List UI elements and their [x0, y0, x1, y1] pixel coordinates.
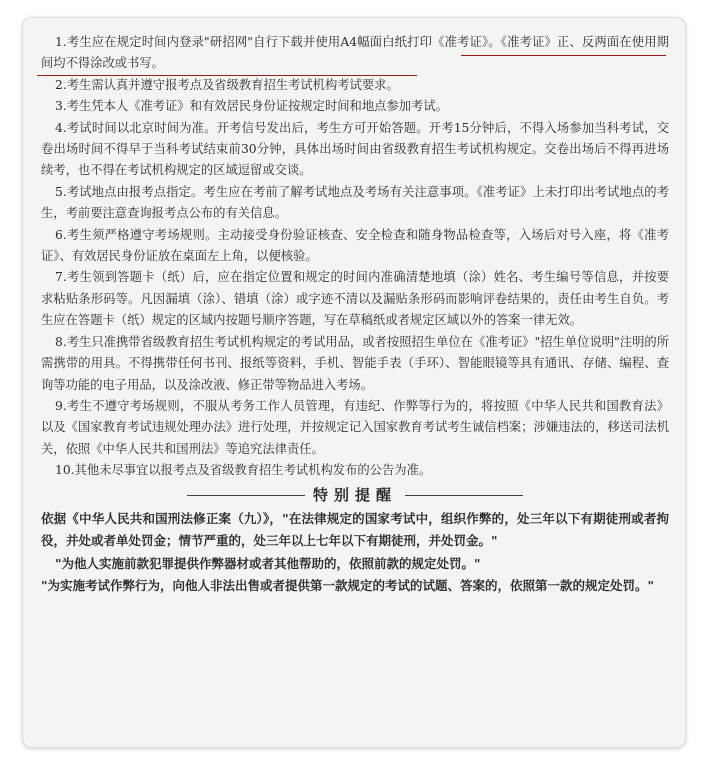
divider — [187, 495, 305, 496]
reminder-paragraph: 依据《中华人民共和国刑法修正案（九）》，"在法律规定的国家考试中，组织作弊的，处三年以下有期徒刑或者拘役，并处或者单处罚金；情节严重的，处三年以上七年以下有期徒刑，并处罚金。" — [41, 510, 669, 549]
rule-item: 10.其他未尽事宜以报考点及省级教育招生考试机构发布的公告为准。 — [55, 463, 432, 478]
rule-item: 3.考生凭本人《准考证》和有效居民身份证按规定时间和地点参加考试。 — [55, 99, 448, 114]
highlight-underline — [37, 75, 417, 76]
highlight-underline — [461, 55, 666, 56]
reminder-paragraph: "为实施考试作弊行为，向他人非法出售或者提供第一款规定的考试的试题、答案的，依照第一款的规定处罚。" — [41, 578, 655, 594]
rule-item: 4.考试时间以北京时间为准。开考信号发出后，考生方可开始答题。开考15分钟后，不得入场参加当科考试，交卷出场时间不得早于当科考试结束前30分钟，具体出场时间由省级教育招生考试机构规定。交卷出场后不得再进场续考，也不得在考试机构规定的区域逗留或交谈。 — [41, 120, 669, 178]
special-reminder-heading — [41, 485, 669, 506]
rule-item: 8.考生只准携带省级教育招生考试机构规定的考试用品，或者按照招生单位在《准考证》"招生单位说明"注明的所需携带的用具。不得携带任何书刊、报纸等资料，手机、智能手表（手环）、智能眼镜等具有通讯、存储、编程、查询等功能的电子用品，以及涂改液、修正带等物品进入考场。 — [41, 334, 669, 392]
notice-card — [22, 17, 686, 748]
rule-item: 6.考生须严格遵守考场规则。主动接受身份验证核查、安全检查和随身物品检查等，入场后对号入座，将《准考证》、有效居民身份证放在桌面左上角，以便核验。 — [41, 227, 669, 264]
rule-item: 5.考试地点由报考点指定。考生应在考前了解考试地点及考场有关注意事项。《准考证》上未打印出考试地点的考生，考前要注意查询报考点公布的有关信息。 — [41, 184, 669, 221]
reminder-title: 特别提醒 — [312, 485, 397, 504]
rule-item: 1.考生应在规定时间内登录"研招网"自行下载并使用A4幅面白纸打印《准考证》。《准考证》正、反两面在使用期间均不得涂改或书写。 — [41, 35, 669, 71]
rule-item: 9.考生不遵守考场规则，不服从考务工作人员管理，有违纪、作弊等行为的，将按照《中华人民共和国教育法》以及《国家教育考试违规处理办法》进行处理，并按规定记入国家教育考试考生诚信档案；涉嫌违法的，移送司法机关，依照《中华人民共和国刑法》等追究法律责任。 — [41, 398, 669, 456]
rule-item: 2.考生需认真并遵守报考点及省级教育招生考试机构考试要求。 — [55, 77, 399, 92]
divider — [405, 495, 523, 496]
exam-rules-document — [41, 32, 669, 598]
rule-item: 7.考生领到答题卡（纸）后，应在指定位置和规定的时间内准确清楚地填（涂）姓名、考生编号等信息，并按要求粘贴条形码等。凡因漏填（涂）、错填（涂）或字迹不清以及漏贴条形码而影响评卷结果的，责任由考生自负。考生应在答题卡（纸）规定的区域内按题号顺序答题，写在草稿纸或者规定区域以外的答案一律无效。 — [41, 270, 669, 328]
reminder-paragraph: "为他人实施前款犯罪提供作弊器材或者其他帮助的，依照前款的规定处罚。" — [55, 555, 481, 571]
